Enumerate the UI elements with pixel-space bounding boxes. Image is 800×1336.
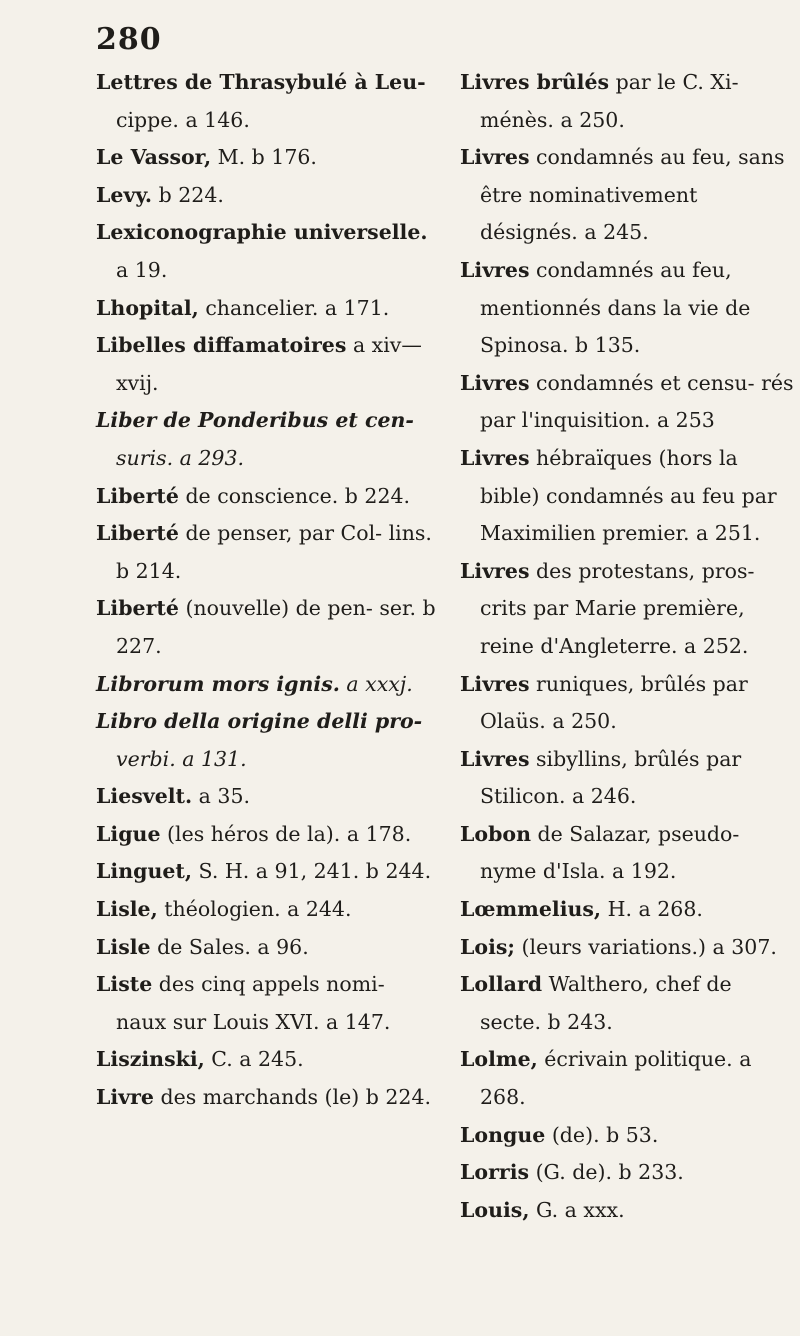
- index-entry: Livres condamnés au feu, sans être nominativement désignés. a 245.: [460, 145, 785, 245]
- index-entry: Lettres de Thrasybulé à Leu- cippe. a 146.: [96, 70, 426, 132]
- index-entry: Livres brûlés par le C. Xi- ménès. a 250.: [460, 70, 739, 132]
- index-entry: Liste des cinq appels nomi- naux sur Louis XVI. a 147.: [96, 972, 391, 1034]
- index-entry: Linguet, S. H. a 91, 241. b 244.: [96, 859, 432, 884]
- index-entry: Lexiconographie universelle. a 19.: [96, 220, 428, 282]
- index-entry: Lorris (G. de). b 233.: [460, 1160, 684, 1185]
- index-entry: Lobon de Salazar, pseudo- nyme d'Isla. a 192.: [460, 821, 740, 884]
- index-entry: Longue (de). b 53.: [460, 1122, 659, 1147]
- index-entry: Liberté de conscience. b 224.: [96, 483, 411, 508]
- index-entry: Librorum mors ignis. a xxxj.: [96, 671, 413, 696]
- index-entry: Lœmmelius, H. a 268.: [460, 897, 703, 922]
- index-entry: Livres hébraïques (hors la bible) condamnés au feu par Maximilien premier. a 251.: [460, 445, 777, 546]
- index-entry: Lois; (leurs variations.) a 307.: [460, 934, 777, 959]
- index-entry: Lollard Walthero, chef de secte. b 243.: [460, 972, 732, 1034]
- index-entry: Livres des protestans, pros- crits par Marie première, reine d'Angleterre. a 252.: [460, 558, 755, 658]
- index-entry: Libro della origine delli pro- verbi. a 131.: [96, 709, 423, 771]
- index-entry: Ligue (les héros de la). a 178.: [96, 821, 412, 846]
- index-entry: Livres runiques, brûlés par Olaüs. a 250.: [460, 671, 748, 734]
- index-entry: Lisle de Sales. a 96.: [96, 934, 309, 959]
- index-entry: Liszinski, C. a 245.: [96, 1047, 304, 1072]
- index-entry: Livres sibyllins, brûlés par Stilicon. a 246.: [460, 746, 742, 809]
- index-entry: Liberté (nouvelle) de pen- ser. b 227.: [96, 596, 436, 658]
- index-entry: Levy. b 224.: [96, 182, 224, 207]
- page-number: 280: [96, 22, 162, 57]
- index-entry: Le Vassor, M. b 176.: [96, 145, 317, 170]
- index-entry: Livre des marchands (le) b 224.: [96, 1085, 432, 1110]
- index-column-left: [96, 64, 436, 1117]
- index-entry: Lisle, théologien. a 244.: [96, 897, 352, 922]
- index-column-right: [460, 64, 795, 1229]
- index-entry: Livres condamnés au feu, mentionnés dans la vie de Spinosa. b 135.: [460, 257, 751, 358]
- index-entry: Lhopital, chancelier. a 171.: [96, 295, 390, 320]
- index-entry: Liesvelt. a 35.: [96, 784, 251, 809]
- index-entry: Liber de Ponderibus et cen- suris. a 293.: [96, 408, 414, 470]
- index-entry: Libelles diffamatoires a xiv— xvij.: [96, 333, 422, 395]
- index-entry: Liberté de penser, par Col- lins. b 214.: [96, 521, 432, 583]
- index-entry: Livres condamnés et censu- rés par l'inquisition. a 253: [460, 370, 794, 433]
- index-entry: Lolme, écrivain politique. a 268.: [460, 1047, 752, 1110]
- index-entry: Louis, G. a xxx.: [460, 1197, 625, 1222]
